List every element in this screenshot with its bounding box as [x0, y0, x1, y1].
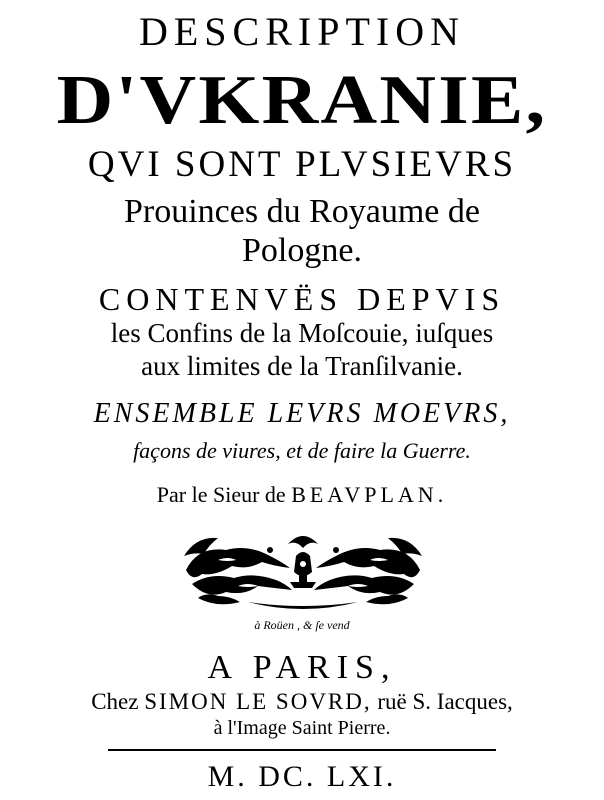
- title-line-ukranie: D'VKRANIE,: [56, 62, 548, 139]
- publisher-address: ruë S. Iacques,: [371, 689, 513, 714]
- title-line-qui-sont: QVI SONT PLVSIEVRS: [87, 144, 517, 185]
- title-line-facons: façons de viures, et de faire la Guerre.: [133, 438, 471, 463]
- publisher-prefix: Chez: [91, 689, 145, 714]
- year-line: M. DC. LXI.: [207, 760, 397, 793]
- publisher-line: [0, 690, 604, 713]
- publisher-name: SIMON LE SOVRD,: [144, 689, 372, 714]
- title-line-limites: aux limites de la Tranſilvanie.: [141, 351, 463, 381]
- title-line-confins: les Confins de la Moſcouie, iuſques: [110, 318, 494, 348]
- city-line: A PARIS,: [207, 649, 397, 686]
- author-line: [0, 484, 604, 506]
- title-line-pologne: Pologne.: [242, 232, 362, 269]
- imprint-note: à Roüen , & ſe vend: [254, 618, 350, 632]
- floral-vignette-icon: [178, 526, 428, 612]
- author-name: BEAVPLAN.: [291, 482, 448, 507]
- title-line-contenues: CONTENVËS DEPVIS: [98, 281, 506, 317]
- shop-sign-line: à l'Image Saint Pierre.: [213, 717, 391, 739]
- title-line-description: DESCRIPTION: [138, 9, 466, 54]
- title-line-prouinces: Prouinces du Royaume de: [124, 193, 480, 230]
- divider-rule: [108, 749, 496, 751]
- title-line-ensemble: ENSEMBLE LEVRS MOEVRS,: [93, 398, 511, 429]
- author-prefix: Par le Sieur de: [156, 482, 292, 507]
